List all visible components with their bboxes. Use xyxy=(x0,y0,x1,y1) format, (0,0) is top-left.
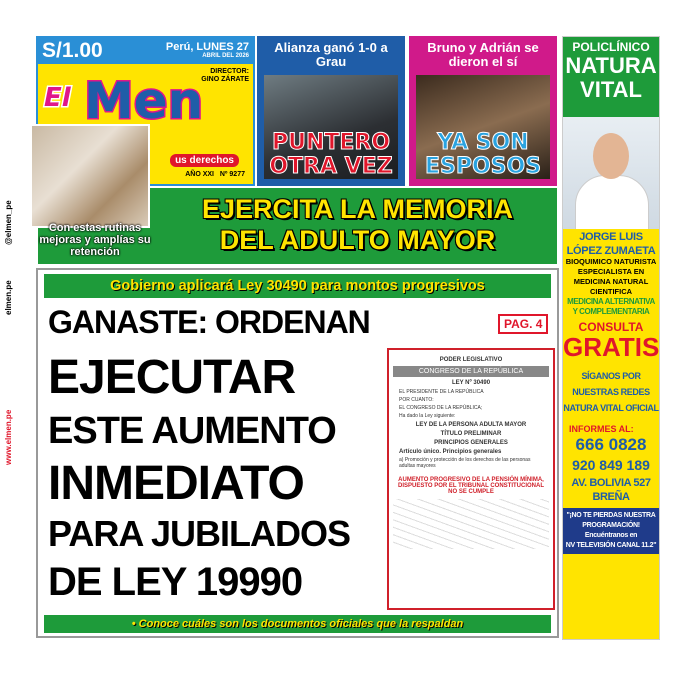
ad-text: GRATIS xyxy=(563,332,660,362)
doc-diagram xyxy=(393,499,549,549)
director xyxy=(201,68,249,84)
ad-text: Encuéntranos en xyxy=(584,532,638,539)
doctor-name: JORGE LUIS xyxy=(579,231,643,243)
headline-line: YA SON xyxy=(437,130,529,155)
director-name: GINO ZÁRATE xyxy=(201,76,249,83)
ad-text: MEDICINA NATURAL xyxy=(573,277,649,286)
doc-law: LEY Nº 30490 xyxy=(451,380,491,386)
program-box xyxy=(563,508,659,554)
promo-kicker: Bruno y Adrián se dieron el sí xyxy=(427,40,539,69)
law-document xyxy=(387,348,555,610)
doc-congress: CONGRESO DE LA REPÚBLICA xyxy=(393,366,549,377)
doc-sub: PRINCIPIOS GENERALES xyxy=(434,440,508,446)
ad-text: ESPECIALISTA EN xyxy=(577,267,645,276)
el-men-logo xyxy=(42,66,207,124)
ad-text: BIOQUIMICO NATURISTA xyxy=(565,257,657,266)
headline-line: INMEDIATO xyxy=(48,457,304,510)
ad-title: NATURA xyxy=(565,53,657,78)
facebook-handle[interactable]: elmen.pe xyxy=(4,280,13,315)
year: AÑO XXI xyxy=(185,171,215,178)
whatsapp-number[interactable]: 920 849 189 xyxy=(572,457,650,473)
ad-text: SÍGANOS POR xyxy=(581,371,641,381)
doctor-photo xyxy=(563,117,659,229)
issue-number xyxy=(185,171,245,178)
address: BREÑA xyxy=(592,491,630,503)
ad-text: INFORMES AL: xyxy=(569,424,634,434)
social-handles xyxy=(4,200,26,465)
main-story[interactable] xyxy=(36,268,559,638)
ad-text: Y COMPLEMENTARIA xyxy=(572,307,650,316)
footer-teaser: • Conoce cuáles son los documentos oficiales que la respaldan xyxy=(44,615,551,633)
svg-text:Men: Men xyxy=(84,72,204,124)
headline-line: ESTE AUMENTO xyxy=(48,410,336,452)
ad-text: NATURA VITAL OFICIAL xyxy=(563,403,659,413)
ad-text: NV TELEVISIÓN CANAL 11.2" xyxy=(565,542,657,549)
date-text: Perú, LUNES 27 xyxy=(165,41,249,53)
tagline: us derechos xyxy=(170,154,239,167)
ad-title: VITAL xyxy=(580,77,642,102)
doc-sub: TÍTULO PRELIMINAR xyxy=(440,431,502,437)
doctor-name: LÓPEZ ZUMAETA xyxy=(566,245,656,257)
photo-caption: Con estas rutinas mejoras y amplías su retención xyxy=(39,222,151,258)
banner-line: DEL ADULTO MAYOR xyxy=(219,225,496,255)
ad-title: POLICLÍNICO xyxy=(572,40,650,54)
ad-text: MEDICINA ALTERNATIVA xyxy=(567,297,655,306)
doc-line: POR CUANTO: xyxy=(399,397,434,403)
doc-red-note: AUMENTO PROGRESIVO DE LA PENSIÓN MÍNIMA, DISPUESTO POR EL TRIBUNAL CONSTITUCIONAL NO SE CUMPLE xyxy=(397,477,544,495)
page-reference: PAG. 4 xyxy=(498,314,548,334)
number: Nº 9277 xyxy=(219,171,245,178)
headline-line: GANASTE: ORDENAN xyxy=(48,304,370,340)
elderly-photo xyxy=(30,124,150,228)
promo-kicker: Alianza ganó 1-0 a Grau xyxy=(274,40,388,69)
doc-line: Ha dado la Ley siguiente: xyxy=(399,413,456,419)
promo-headline xyxy=(412,131,554,179)
headline-line: PARA JUBILADOS xyxy=(48,513,351,554)
instagram-handle[interactable]: @elmen_pe xyxy=(4,200,13,245)
doc-line: EL PRESIDENTE DE LA REPÚBLICA xyxy=(399,389,484,395)
date-sub: ABRIL DEL 2026 xyxy=(202,53,249,59)
sports-promo[interactable] xyxy=(257,36,405,186)
issue-date xyxy=(166,41,249,59)
ad-text: CONSULTA xyxy=(578,320,644,334)
doc-item: a) Promoción y protección de los derechos de las personas adultas mayores xyxy=(399,457,531,469)
ad-text: CIENTIFICA xyxy=(589,287,633,296)
doc-header: PODER LEGISLATIVO xyxy=(439,357,503,363)
headline-line: ESPOSOS xyxy=(424,154,542,179)
website-link[interactable]: www.elmen.pe xyxy=(4,409,13,465)
director-label: DIRECTOR: xyxy=(210,68,249,75)
ad-text: PROGRAMACIÓN! xyxy=(582,522,640,529)
subheadline: Gobierno aplicará Ley 30490 para montos progresivos xyxy=(44,274,551,298)
price: S/1.00 xyxy=(42,39,103,62)
headline-line: EJECUTAR xyxy=(48,351,296,404)
ad-text: NUESTRAS REDES xyxy=(572,387,650,397)
headline-line: DE LEY 19990 xyxy=(48,560,303,604)
wedding-promo[interactable] xyxy=(409,36,557,186)
ad-text: "¡NO TE PIERDAS NUESTRA xyxy=(566,512,656,519)
headline-line: OTRA VEZ xyxy=(269,154,393,179)
promo-headline xyxy=(260,131,402,179)
banner-line: EJERCITA LA MEMORIA xyxy=(201,194,513,224)
svg-text:El: El xyxy=(44,83,71,113)
clinic-ad[interactable] xyxy=(562,36,660,640)
doc-article: Artículo único. Principios generales xyxy=(399,449,502,455)
doc-line: EL CONGRESO DE LA REPÚBLICA; xyxy=(399,405,483,411)
phone-number[interactable]: 666 0828 xyxy=(575,435,647,454)
doc-title: LEY DE LA PERSONA ADULTA MAYOR xyxy=(415,422,527,428)
headline-line: PUNTERO xyxy=(271,130,391,155)
address: AV. BOLIVIA 527 xyxy=(571,477,651,489)
